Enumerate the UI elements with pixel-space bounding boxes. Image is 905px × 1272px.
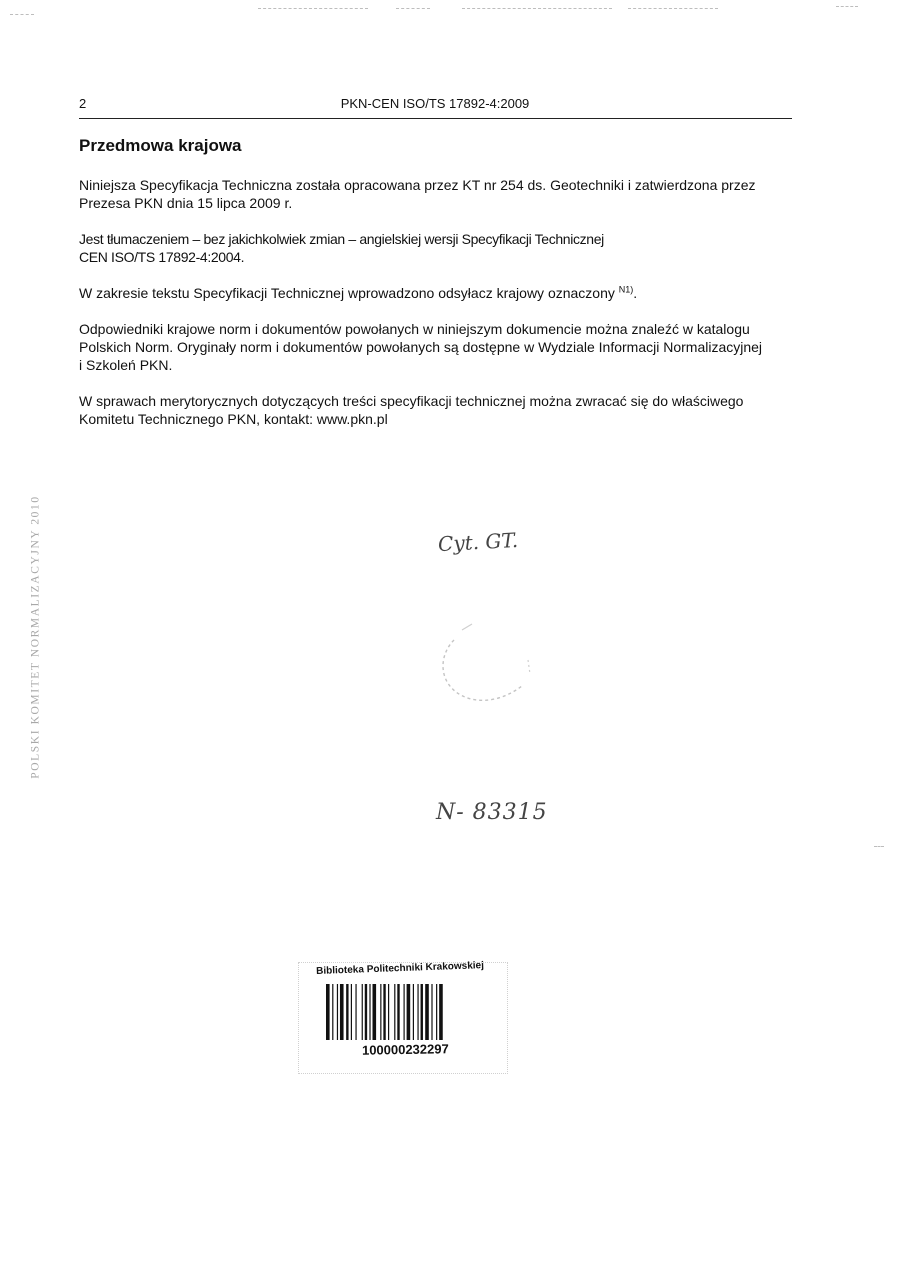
- page-number: 2: [79, 96, 87, 111]
- footnote-marker: N1): [618, 284, 634, 295]
- page-title: Przedmowa krajowa: [79, 136, 242, 155]
- barcode-bar: [407, 984, 411, 1040]
- paragraph-line: Prezesa PKN dnia 15 lipca 2009 r.: [79, 195, 293, 211]
- scan-edge-artifact: [462, 8, 612, 9]
- barcode-bar: [380, 984, 381, 1040]
- barcode-bar: [369, 984, 370, 1040]
- barcode-bar: [332, 984, 333, 1040]
- barcode-bar: [383, 984, 385, 1040]
- barcode-bar: [346, 984, 348, 1040]
- scan-edge-artifact: [10, 14, 34, 15]
- paragraph-equivalents: [79, 320, 799, 374]
- scan-edge-artifact: [396, 8, 430, 9]
- barcode-bar: [351, 984, 352, 1040]
- paragraph-line: Polskich Norm. Oryginały norm i dokumentów powołanych są dostępne w Wydziale Informacji Normalizacyjnej: [79, 339, 763, 355]
- barcode-bar: [394, 984, 395, 1040]
- barcode-bar: [340, 984, 344, 1040]
- scan-edge-artifact: [258, 8, 368, 9]
- barcode-bar: [326, 984, 330, 1040]
- document-id: PKN-CEN ISO/TS 17892-4:2009: [340, 96, 530, 111]
- paragraph-end: .: [633, 285, 638, 301]
- header-divider: [79, 118, 792, 119]
- paragraph-national-footnote: [79, 284, 799, 302]
- handwritten-note: Cyt. GT.: [437, 527, 519, 557]
- paragraph-line: Komitetu Technicznego PKN, kontakt: www.pkn.pl: [79, 411, 388, 427]
- paragraph-contact: [79, 392, 799, 428]
- barcode-number: 100000232297: [361, 1041, 449, 1058]
- barcode-bar: [425, 984, 429, 1040]
- barcode-bar: [397, 984, 399, 1040]
- barcode-bar: [436, 984, 437, 1040]
- paragraph-line: CEN ISO/TS 17892-4:2004.: [79, 249, 245, 265]
- paragraph-line: i Szkoleń PKN.: [79, 357, 173, 373]
- paragraph-text: W zakresie tekstu Specyfikacji Technicznej wprowadzono odsyłacz krajowy oznaczony: [79, 285, 619, 301]
- paragraph-translation: [79, 230, 799, 266]
- barcode-bar: [373, 984, 377, 1040]
- paragraph-line: Odpowiedniki krajowe norm i dokumentów powołanych w niniejszym dokumencie można znaleźć w katalogu: [79, 321, 750, 337]
- barcode-bar: [355, 984, 356, 1040]
- paragraph-line: Niniejsza Specyfikacja Techniczna została opracowana przez KT nr 254 ds. Geotechniki i zatwierdzona przez: [79, 177, 756, 193]
- barcode-bar: [337, 984, 338, 1040]
- barcode-bar: [365, 984, 367, 1040]
- barcode-library-name: Biblioteka Politechniki Krakowskiej: [316, 960, 485, 977]
- barcode: [326, 984, 490, 1040]
- barcode-bar: [431, 984, 432, 1040]
- barcode-bar: [421, 984, 423, 1040]
- barcode-bar: [439, 984, 443, 1040]
- page-header: [79, 96, 791, 116]
- watermark: [22, 468, 50, 806]
- barcode-bar: [388, 984, 389, 1040]
- handwritten-number: N- 83315: [436, 800, 548, 825]
- scan-edge-artifact: [874, 846, 884, 847]
- barcode-bar: [404, 984, 405, 1040]
- watermark-text: POLSKI KOMITET NORMALIZACYJNY 2010: [30, 495, 43, 779]
- faint-stamp: [432, 620, 544, 716]
- barcode-bar: [417, 984, 418, 1040]
- paragraph-approval: [79, 176, 799, 212]
- scan-edge-artifact: [628, 8, 718, 9]
- barcode-bar: [362, 984, 363, 1040]
- paragraph-line: Jest tłumaczeniem – bez jakichkolwiek zmian – angielskiej wersji Specyfikacji Technicznej: [79, 231, 604, 247]
- barcode-bar: [413, 984, 414, 1040]
- paragraph-line: W sprawach merytorycznych dotyczących treści specyfikacji technicznej można zwracać się do właściwego: [79, 393, 744, 409]
- paragraph-line: [79, 284, 799, 302]
- scan-edge-artifact: [836, 6, 858, 7]
- library-barcode-label: [298, 962, 508, 1074]
